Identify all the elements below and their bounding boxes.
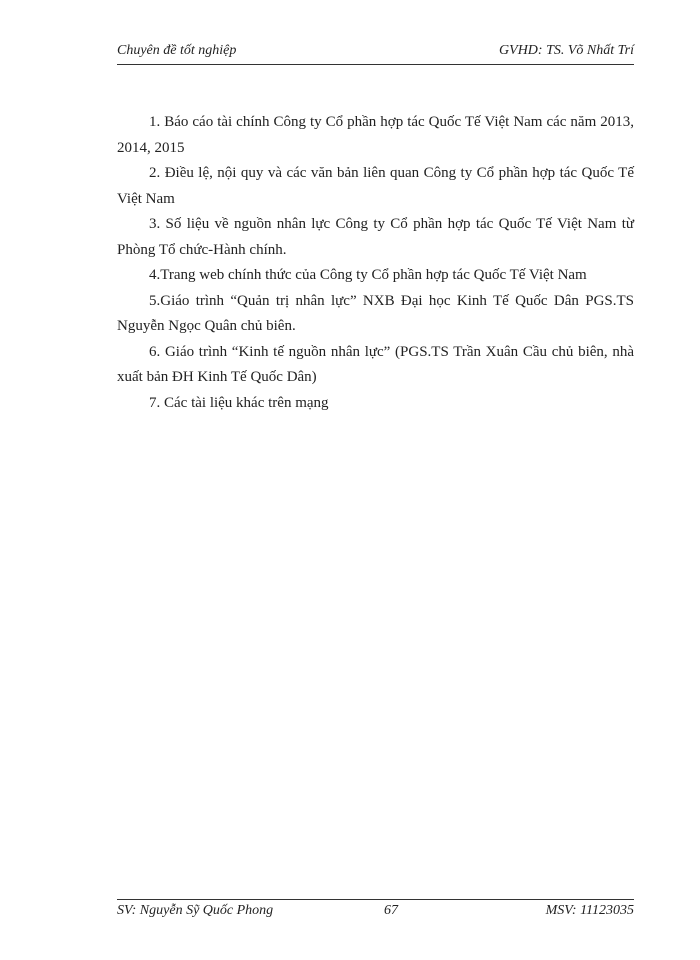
footer-student-id: MSV: 11123035 [545, 903, 634, 918]
reference-list [117, 110, 634, 416]
reference-item: 1. Báo cáo tài chính Công ty Cổ phần hợp tác Quốc Tế Việt Nam các năm 2013, 2014, 2015 [117, 114, 634, 156]
reference-item: 7. Các tài liệu khác trên mạng [149, 394, 329, 411]
page-footer [117, 899, 634, 922]
reference-item: 6. Giáo trình “Kinh tế nguồn nhân lực” (PGS.TS Trần Xuân Cầu chủ biên, nhà xuất bản ĐH Kinh Tế Quốc Dân) [117, 343, 634, 385]
footer-student: SV: Nguyễn Sỹ Quốc Phong [117, 903, 274, 918]
reference-item: 4.Trang web chính thức của Công ty Cổ phần hợp tác Quốc Tế Việt Nam [149, 267, 587, 283]
reference-item: 5.Giáo trình “Quản trị nhân lực” NXB Đại học Kinh Tế Quốc Dân PGS.TS Nguyễn Ngọc Quân chủ biên. [117, 292, 634, 334]
header-advisor: GVHD: TS. Võ Nhất Trí [499, 43, 634, 58]
reference-item: 2. Điều lệ, nội quy và các văn bản liên quan Công ty Cổ phần hợp tác Quốc Tế Việt Nam [117, 165, 634, 207]
page-header [117, 40, 634, 65]
reference-item: 3. Số liệu về nguồn nhân lực Công ty Cổ phần hợp tác Quốc Tế Việt Nam từ Phòng Tổ chức-Hành chính. [117, 216, 634, 258]
header-title: Chuyên đề tốt nghiệp [117, 43, 237, 58]
page-number: 67 [384, 903, 398, 918]
